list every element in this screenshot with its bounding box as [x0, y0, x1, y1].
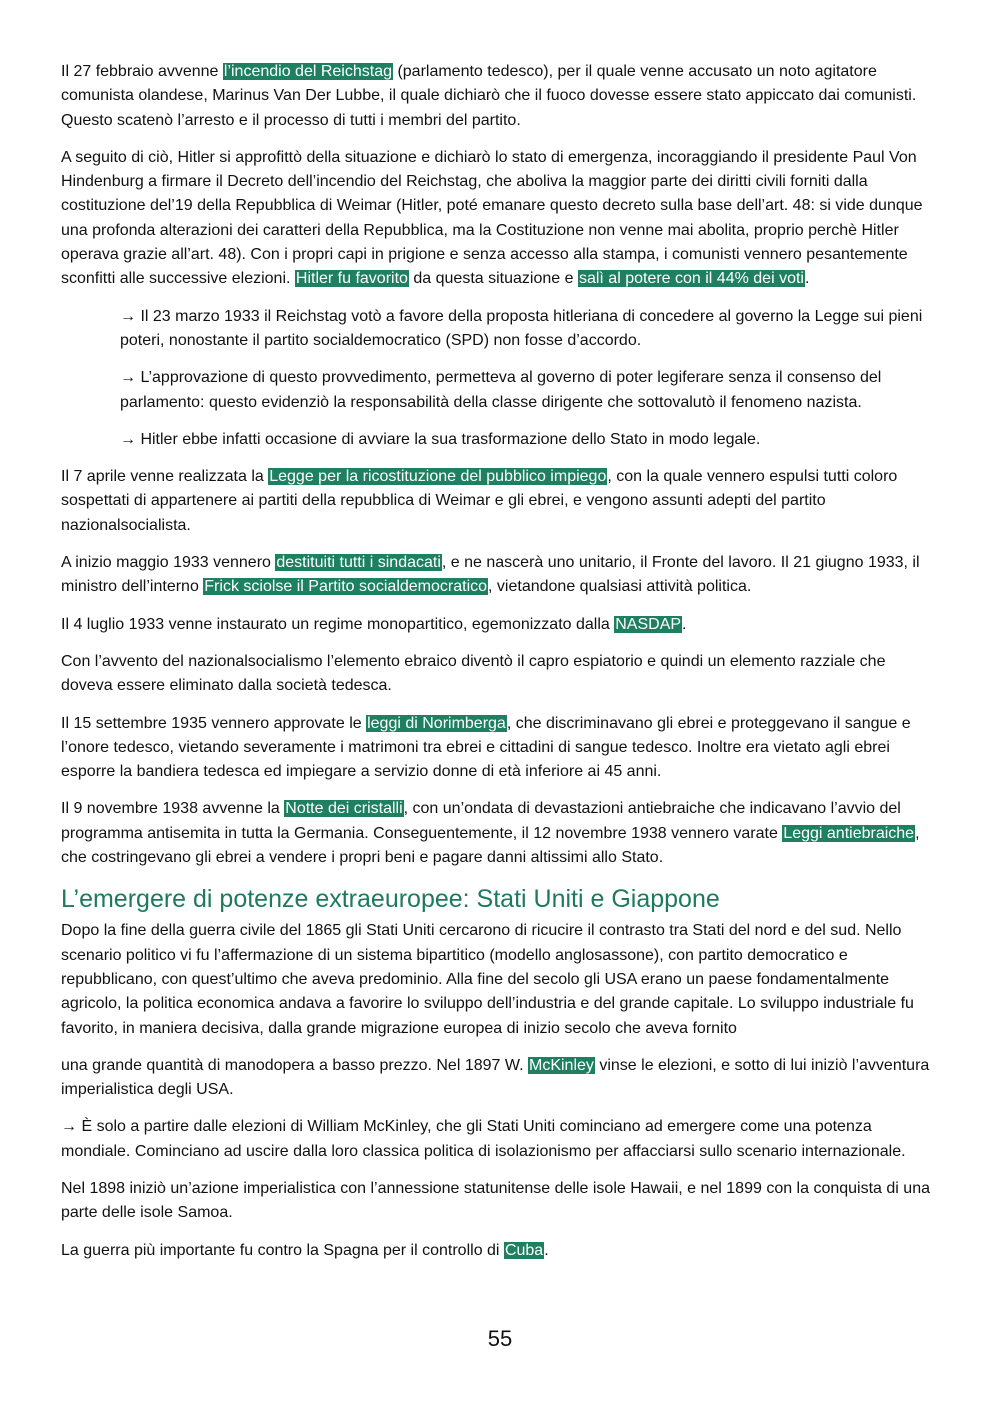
text: Nel 1898 iniziò un’azione imperialistica con l’annessione statunitense delle isole Hawaii, e nel 1899 con la conquista di una parte delle isole Samoa.	[61, 1179, 930, 1222]
highlight: NASDAP	[615, 615, 682, 633]
text: , con un’ondata di devastazioni antiebraiche che indicavano l’avvio del programma antisemita in tutta la Germania. Conseguentemente, il 12 novembre 1938 vennero varate	[61, 800, 901, 842]
highlight: McKinley	[528, 1056, 594, 1074]
text: Dopo la fine della guerra civile del 1865 gli Stati Uniti cercarono di ricucire il contrasto tra Stati del nord e del sud. Nello scenario politico vi fu l’affermazione di un sistema bipartitico (modello anglosassone), con partito democratico e repubblicano, con quest’ultimo che aveva predominio. Alla fine del secolo gli USA erano un paese fondamentalmente agricolo, la politica economica andava a favorire lo sviluppo dell’industria e del grande capitale. Lo sviluppo industriale fu favorito, in maniera decisiva, dalla grande migrazione europea di inizio secolo che aveva fornito	[61, 922, 914, 1037]
paragraph-nuremberg	[61, 712, 941, 785]
text: A seguito di ciò, Hitler si approfittò della situazione e dichiarò lo stato di emergenza, incoraggiando il presidente Paul Von Hindenburg a firmare il Decreto dell’incendio del Reichstag, che aboliva la maggior parte dei diritti civili forniti dalla costituzione del’19 della Repubblica di Weimar (Hitler, poté emanare questo decreto sulla base dell’art. 48: si vide dunque una profonda alterazioni dei caratteri della Repubblica, ma la Costituzione non venne mai abolita, proprio perchè Hitler operava grazie all’art. 48). Con i propri capi in prigione e senza accesso alla stampa, i comunisti vennero pesantemente sconfitti alle successive elezioni.	[61, 148, 923, 288]
paragraph-one-party	[61, 613, 941, 637]
arrow-note-legal-transformation	[120, 428, 941, 452]
paragraph-hawaii-samoa	[61, 1177, 941, 1226]
text: una grande quantità di manodopera a basso prezzo. Nel 1897 W.	[61, 1056, 528, 1074]
text: Il 7 aprile venne realizzata la	[61, 468, 269, 486]
paragraph-civil-service-law	[61, 465, 941, 538]
highlight: Legge per la ricostituzione del pubblico impiego	[269, 468, 607, 486]
highlight: Notte dei cristalli	[285, 800, 403, 818]
text: , vietandone qualsiasi attività politica.	[488, 578, 752, 596]
text: Il 27 febbraio avvenne	[61, 63, 223, 80]
text: , che discriminavano gli ebrei e proteggevano il sangue e l’onore tedesco, vietando severamente i matrimoni tra ebrei e cittadini di sangue tedesco. Inoltre era vietato agli ebrei esporre la bandiera tedesca ed impiegare a servizio donne di età inferiore ai 45 anni.	[61, 714, 911, 781]
text: .	[804, 270, 810, 288]
page-number: 55	[487, 1326, 513, 1351]
paragraph-mckinley	[61, 1054, 941, 1103]
highlight: Hitler fu favorito	[295, 270, 408, 288]
text: , e ne nascerà uno unitario, il Fronte del lavoro. Il 21 giugno 1933, il ministro dell’interno	[61, 554, 920, 596]
highlight: salì al potere con il 44% dei voti	[578, 270, 804, 288]
text: → Hitler ebbe infatti occasione di avviare la sua trasformazione dello Stato in modo legale.	[120, 430, 761, 448]
text: , con la quale vennero espulsi tutti coloro sospettati di appartenere ai partiti della repubblica di Weimar e gli ebrei, e vengono assunti adepti del partito nazionalsocialista.	[61, 468, 898, 534]
highlight: Cuba	[504, 1241, 544, 1259]
text: .	[682, 615, 687, 633]
arrow-note-world-power	[61, 1115, 941, 1164]
paragraph-scapegoat	[61, 650, 941, 699]
text: da questa situazione e	[408, 270, 578, 288]
text: Il 4 luglio 1933 venne instaurato un regime monopartitico, egemonizzato dalla	[61, 615, 615, 633]
paragraph-unions	[61, 551, 941, 600]
document-page	[61, 60, 941, 1276]
text: .	[544, 1241, 549, 1259]
paragraph-usa-civil-war	[61, 919, 941, 1040]
highlight: Leggi antiebraiche	[783, 824, 915, 842]
text: (parlamento tedesco), per il quale venne accusato un noto agitatore comunista olandese, Marinus Van Der Lubbe, il quale dichiarò che il fuoco dovesse essere stato appiccato dai comunisti. Questo scatenò l’arresto e il processo di tutti i membri del partito.	[61, 63, 917, 129]
section-heading: L’emergere di potenze extraeuropee: Stati Uniti e Giappone	[61, 885, 720, 914]
paragraph-kristallnacht	[61, 797, 941, 870]
highlight: l’incendio del Reichstag	[223, 63, 392, 80]
text: La guerra più importante fu contro la Spagna per il controllo di	[61, 1241, 504, 1259]
paragraph-cuba	[61, 1239, 941, 1263]
highlight: leggi di Norimberga	[367, 714, 506, 732]
text: , che costringevano gli ebrei a vendere i propri beni e pagare danni altissimi allo Stato.	[61, 824, 920, 867]
text: vinse le elezioni, e sotto di lui iniziò l’avventura imperialistica degli USA.	[61, 1056, 930, 1099]
paragraph-emergency-decree	[61, 146, 941, 292]
text: → È solo a partire dalle elezioni di William McKinley, che gli Stati Uniti cominciano ad emergere come una potenza mondiale. Cominciano ad uscire dalla loro classica politica di isolazionismo per affacciarsi sullo scenario internazionale.	[61, 1118, 906, 1160]
arrow-note-enabling-act	[120, 305, 941, 354]
text: Il 15 settembre 1935 vennero approvate le	[61, 714, 367, 732]
arrow-note-approval	[120, 366, 941, 415]
text: → Il 23 marzo 1933 il Reichstag votò a favore della proposta hitleriana di concedere al governo la Legge sui pieni poteri, nonostante il partito socialdemocratico (SPD) non fosse d’accordo.	[120, 307, 923, 349]
highlight: Frick sciolse il Partito socialdemocratico	[204, 578, 488, 596]
text: A inizio maggio 1933 vennero	[61, 554, 276, 572]
text: → L’approvazione di questo provvedimento, permetteva al governo di poter legiferare senza il consenso del parlamento: questo evidenziò la responsabilità della classe dirigente che sottovalutò il fenomeno nazista.	[120, 369, 882, 411]
highlight: destituiti tutti i sindacati	[276, 554, 441, 572]
text: Il 9 novembre 1938 avvenne la	[61, 800, 285, 818]
text: Con l’avvento del nazionalsocialismo l’elemento ebraico diventò il capro espiatorio e quindi un elemento razziale che doveva essere eliminato dalla società tedesca.	[61, 652, 886, 695]
paragraph-reichstag-fire	[61, 60, 941, 133]
